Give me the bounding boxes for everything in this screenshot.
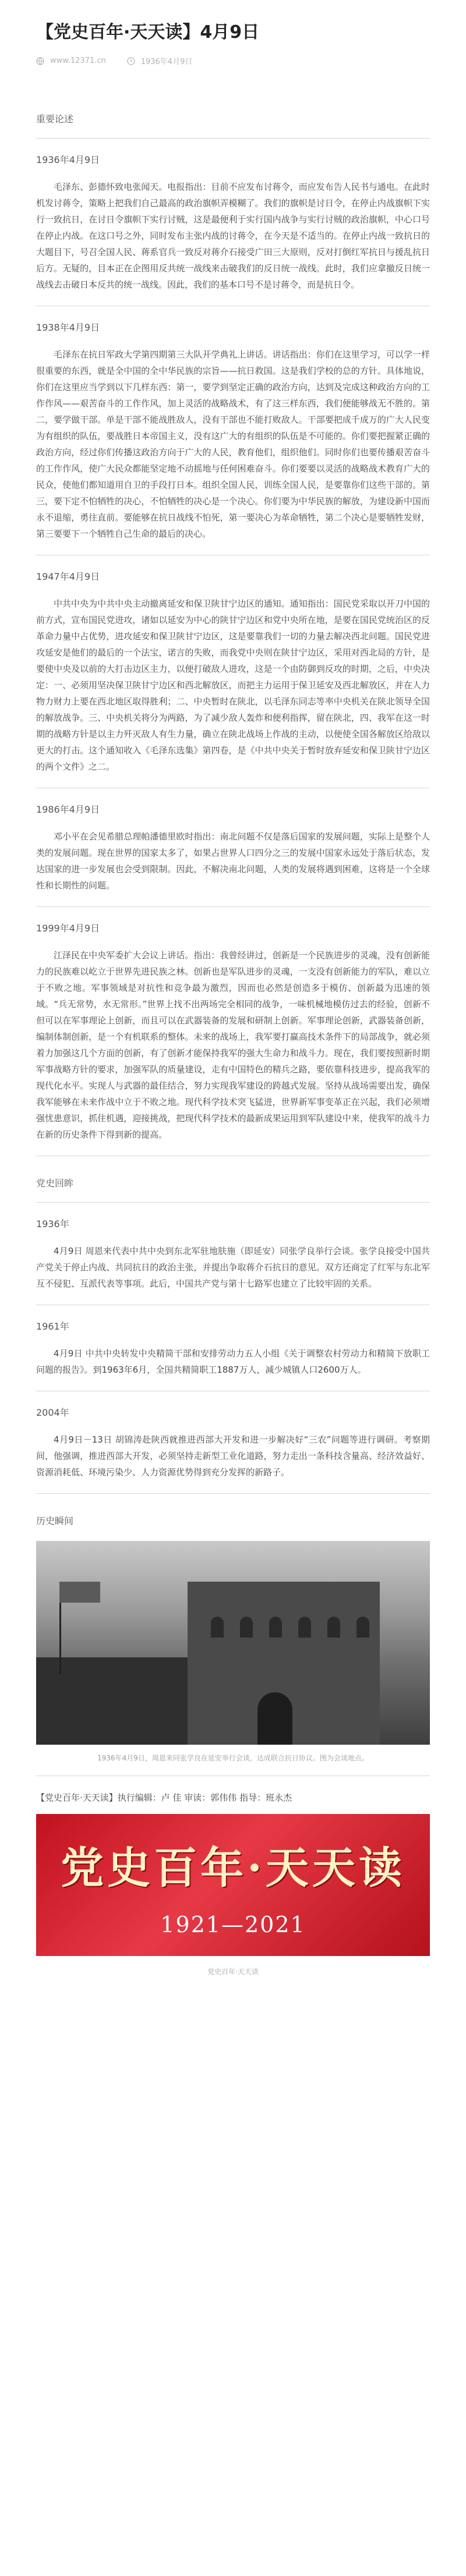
entry-date: 1936年4月9日 [36,154,100,165]
entry-text: 毛泽东、彭德怀致电张闻天。电报指出：目前不应发布讨蒋令，而应发布告人民书与通电。在此时机发讨蒋令，策略上把我们自己最高的政治旗帜弄模糊了。我们的旗帜是讨日令，在停止内战旗帜下实行一致抗日，在讨日令旗帜下实行讨贼，这是最便利于实行国内战争与实行讨贼的政治旗帜，中心口号在停止内战。在这口号之外，同时发布主张内战的讨蒋令，在今天是不适当的。在停止内战一致抗日的大题目下，号召全国人民、蒋系官兵一致反对蒋介石接受广田三大原则，反对打倒红军抗日与援乱抗日后方。无疑的，目本正在企图用反共统一战线来击破我们的反日统一战线。此时，我们应拿撤反日统一战线去击破日本反共的统一战线。因此，我们的基本口号不是讨蒋令，而是抗日令。 [36,182,430,290]
banner-years: 1921—2021 [160,1912,306,1937]
entry-date: 1938年4月9日 [36,322,100,333]
entry-date: 1999年4月9日 [36,923,100,934]
article-source[interactable]: www.12371.cn [50,56,106,65]
series-banner [36,1814,430,1956]
globe-icon [36,57,44,65]
entry-date: 1986年4月9日 [36,804,100,815]
entry-date: 1936年 [36,1218,69,1229]
banner-title: 党史百年·天天读 [61,1843,405,1893]
entry-text: 邓小平在会见希腊总理帕潘德里欧时指出：南北问题不仅是落后国家的发展问题，实际上是整个人类的发展问题。现在世界的国家太多了，如果占世界人口四分之三的发展中国家永远处于落后状态，发达国家的进一步发展也会受到限制。因此，不解决南北问题，人类的发展将遇到困难，这将是一个全球性和长期性的问题。 [36,831,430,891]
entry-text: 毛泽东在抗日军政大学第四期第三大队开学典礼上讲话。讲话指出：你们在这里学习，可以学一样很重要的东西，就是全中国的全中华民族的宗旨——抗日救国。这是我们学校的总的方针。具体地说，你们在这里应当学到以下几样东西：第一，要学到坚定正确的政治方向，达到及完成这种政治方向的工作作风——艰苦奋斗的工作作风，加上灵活的战略战术，有了这三样东西，我们便能够战无不胜的。第二，要学做干部。单是干部不能战胜敌人，没有干部也不能打败敌人。干部要把成千成万的广大人民变为有组织的队伍，要战胜日本帝国主义，没有这广大的有组织的队伍是不可能的。你们要把握紧正确的政治方向，经过你们传播这政治方向于广大的人民，教育他们，组织他们。同时你们也要传播艰苦奋斗的工作作风，使广大民众都能坚定地不动摇地与任何困难奋斗。你们要要以灵活的战略战术教育广大的民众，使他们都知道用自卫的手段打日本。组织全国人民，训练全国人民，是要靠你们这些干部的。第三，要下定不怕牺牲的决心，不怕牺牲的决心是一个决心。你们要为中华民族的解放，为建设新中国而永不退缩，勇往直前。要能够在抗日战线不怕死，第一要决心为革命牺牲，第二个决心是要牺牲发财，第三要要下一个牺牲自己生命的最后的决心。 [36,349,430,539]
section-heading-moment: 历史瞬间 [36,1515,74,1526]
clock-icon [127,57,135,65]
section-heading-important: 重要论述 [36,114,74,125]
footer-note: 党史百年·天天读 [207,1968,259,1976]
entry-text: 中共中央为中共中央主动撤离延安和保卫陕甘宁边区的通知。通知指出：国民党采取以开刀中国的前方式，宣布国民党进攻，诸如以延安为中心的陕甘宁边区和党中央所在地，是要在国民党统治区的反革命力量中占优势，进攻延安和保卫陕甘宁边区，这是要靠我们一切的力量去解决西北问题。国民党进攻延安是他们的最后的一个法宝，诺言的失败，而我党中央则在陕甘宁边区，采用对西北局的方针，是要使中央及以前的大打击边区主力，以便打破敌人进攻，这是一个由防御到反攻的时期，之后，中央决定：一、必须用坚决保卫陕甘宁边区和西北解放区，而把主力运用于保卫延安及西北解放区，并在人力物力财力上要在西北地区取得胜利；二、中央暂时在陕北，以毛泽东同志等率中央机关在陕北领导全国的解放战争。三、中央机关将分为两路，为了减少敌人轰炸和便利指挥，留在陕北，四、我军在这一时期的战略方针是以主力歼灭敌人有生力量，确立在陕北战场上作战的主动，以便使全国各解放区给敌以更大的打击。这个通知收入《毛泽东选集》第四卷，是《中共中央关于暂时放弃延安和保卫陕甘宁边区的两个文件》之二。 [36,598,430,772]
historical-photo [36,1541,430,1745]
article-date: 1936年4月9日 [140,58,193,66]
divider [36,1202,430,1203]
entry-text: 4月9日 中共中央转发中央精简干部和安排劳动力五人小组《关于调整农村劳动力和精简下放职工问题的报告》。到1963年6月，全国共精简职工1887万人，减少城镇人口2600万人。 [36,1348,430,1375]
article-title: 【党史百年·天天读】4月9日 [36,22,260,42]
divider [36,1493,430,1494]
entry-text: 江泽民在中央军委扩大会议上讲话。指出：我曾经讲过，创新是一个民族进步的灵魂，没有创新能力的民族难以屹立于世界先进民族之林。创新也是军队进步的灵魂，一支没有创新能力的军队，难以立于不败之地。军事领域是对抗性和竞争最为激烈，因而也必然是创造多于模仿、创新最为迅速的领域。“兵无常势，水无常形。”世界上找不出两场完全相同的战争，一味机械地模仿过去的经验，创新不但可以在军事理论上创新，而且可以在武器装备的发展和研制上创新。军事理论创新，武器装备创新，编制体制创新，是一个有机联系的整体。未来的战场上，我军要打赢高技术条件下的局部战争，就必须着力加强这几个方面的创新，有了创新才能保持我军的强大生命力和战斗力。现在，我们要按照新时期军事战略方针的要求，加强军队的质量建设，走有中国特色的精兵之路，要依靠科技进步，提高我军的现代化水平。实现人与武器的最佳结合，努力实现我军建设的跨越式发展。坚持从战场需要出发，确保我军能够在未来作战中立于不败之地。现代科学技术突飞猛进，世界新军事变革正在兴起，我们必须增强忧患意识，抓住机遇，迎接挑战，把现代科学技术的最新成果运用到军队建设中来，使我军的战斗力在新的历史条件下得到新的提高。 [36,950,430,1140]
entry-date: 2004年 [36,1407,69,1418]
entry-date: 1961年 [36,1321,69,1332]
section-heading-review: 党史回眸 [36,1178,74,1189]
photo-caption: 1936年4月9日，周恩来同张学良在延安举行会谈，达成联合抗日协议。图为会谈地点。 [97,1754,369,1762]
credits: 【党史百年·天天读】执行编辑：卢 佳 审读：郭伟伟 指导：班永杰 [36,1792,292,1803]
divider [36,906,430,907]
divider [36,138,430,139]
entry-date: 1947年4月9日 [36,571,100,582]
entry-text: 4月9日－13日 胡锦涛赴陕西就推进西部大开发和进一步解决好“三农”问题等进行调研。考察期间，他强调，推进西部大开发，必须坚持走新型工业化道路，努力走出一条科技含量高、经济效益好、资源消耗低、环境污染少、人力资源优势得到充分发挥的新路子。 [36,1434,430,1477]
article-meta [36,55,430,66]
entry-text: 4月9日 周恩来代表中共中央到东北军驻地肤施（即延安）同张学良举行会谈。张学良接受中国共产党关于停止内战、共同抗日的政治主张，并提出争取蒋介石抗日的意见。双方还商定了红军与东北军互不侵犯、互派代表等事项。此后，中国共产党与第十七路军也建立了比较牢固的关系。 [36,1246,430,1289]
